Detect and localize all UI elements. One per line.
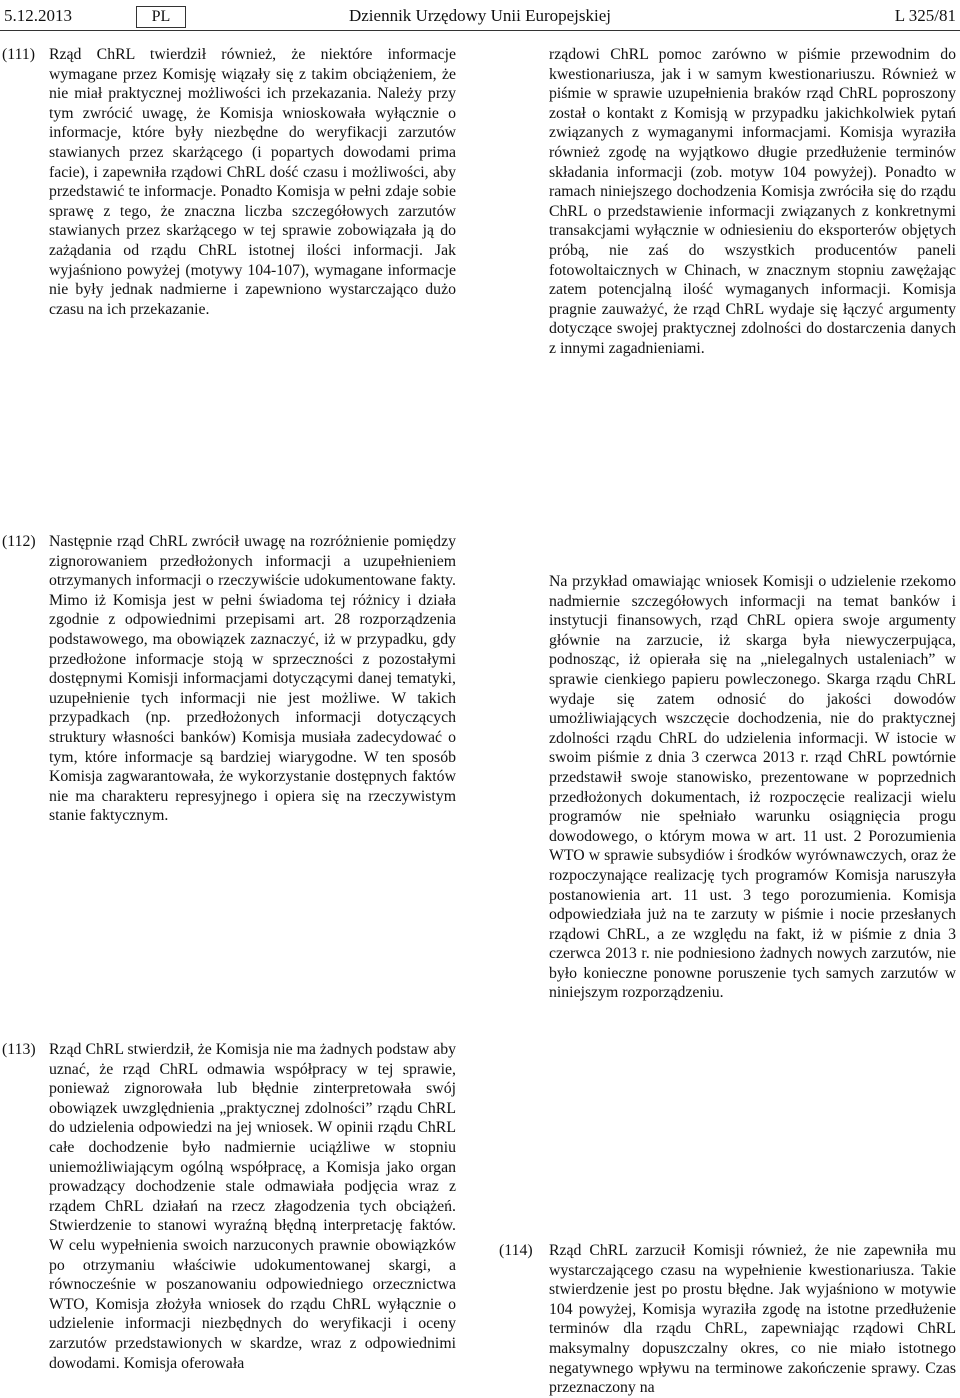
recital-number-114: (114) (499, 1242, 533, 1259)
header-rule (0, 30, 960, 31)
recital-112-continuation-paragraph: Na przykład omawiając wniosek Komisji o udzielenie rzekomo nadmiernie szczegółowych informacji na temat banków i instytucji finansowych, rząd ChRL opiera swoje argumenty głównie na zarzucie, iż skarga była niewyczerpująca, podnosząc, iż opierała się na „nielegalnych ustaleniach” w sprawie cienkiego papieru powleczonego. Skarga rządu ChRL wydaje się zatem odnosić do jakości dowodów umożliwiających wszczęcie dochodzenia, nie do praktycznej zdolności rządu ChRL do udzielenia informacji. W istocie w swoim piśmie z dnia 3 czerwca 2013 r. rząd ChRL powtórnie przedstawił swoje stanowisko, prezentowane w poprzednich przedłożonych dokumentach, iż rozpoczęcie realizacji wielu programów nie spełniało warunku osiągnięcia progu dowodowego, o którym mowa w art. 11 ust. 2 Porozumienia WTO w sprawie subsydiów i środków wyrównawczych, oraz że rozpoczynające realizację tych programów Komisja naruszyła postanowienia art. 11 ust. 3 tego porozumienia. Komisja odpowiedziała już na te zarzuty w piśmie i nocie przesłanych rządowi ChRL, a ze względu na fakt, iż w piśmie z dnia 3 czerwca 2013 r. nie podniesiono żadnych nowych zarzutów, nie było konieczne ponowne poruszenie tych samych zarzutów w niniejszym rozporządzeniu. (549, 573, 956, 1002)
recital-112-paragraph: Następnie rząd ChRL zwrócił uwagę na rozróżnienie pomiędzy zignorowaniem przedłożonych informacji a uzupełnieniem otrzymanych informacji o rzeczywiście udokumentowane fakty. Mimo iż Komisja jest w pełni świadoma tej różnicy i działa zgodnie z odpowiednimi przepisami art. 28 rozporządzenia podstawowego, ma obowiązek zaznaczyć, iż w przypadku, gdy przedłożone informacje stoją w sprzeczności z pozostałymi dostępnymi Komisji informacjami dotyczącymi danej tematyki, uzupełnienie tych informacji nie jest możliwe. W takich przypadkach (np. przedłożonych informacji dotyczących struktury własności banków) Komisja musiała zadecydować o tym, które informacje są bardziej wiarygodne. W ten sposób Komisja zagwarantowała, że wykorzystanie dostępnych faktów nie ma charakteru represyjnego i opiera się na rzeczywistym stanie faktycznym. (49, 533, 456, 825)
recital-113-text (49, 1040, 456, 1373)
recital-111-paragraph: Rząd ChRL twierdził również, że niektóre informacje wymagane przez Komisję wiązały się z takim obciążeniem, że nie miał praktycznej możliwości ich przekazania. Należy przy tym zwrócić uwagę, że Komisja wnioskowała wyłącznie o informacje, które były niezbędne do weryfikacji zarzutów stawianych przez skarżącego (i popartych dowodami prima facie), i zapewniła rządowi ChRL dość czasu i możliwości, aby przedstawić te informacje. Ponadto Komisja w pełni zdaje sobie sprawę z tego, że znaczna liczba szczegółowych zarzutów stawianych przez skarżącego w tej sprawie zobowiązała ją do zażądania od rządu ChRL istotnej ilości informacji. Jak wyjaśniono powyżej (motywy 104-107), wymagane informacje nie były jednak nadmierne i zapewniono wystarczająco dużo czasu na ich przekazanie. (49, 46, 456, 318)
recital-112-text (49, 532, 456, 826)
recital-number-111: (111) (2, 46, 36, 63)
recital-number-112: (112) (2, 533, 36, 550)
recital-number-113: (113) (2, 1041, 36, 1058)
publication-date: 5.12.2013 (4, 6, 72, 25)
recital-111-continuation-paragraph: rządowi ChRL pomoc zarówno w piśmie przewodnim do kwestionariusza, jak i w samym kwestionariuszu. Również w piśmie w sprawie uzupełnienia braków rząd ChRL poproszony został o kontakt z Komisją w przypadku jakichkolwiek pytań związanych z wymaganymi informacjami. Komisja wyraziła również zgodę na wyjątkowo długie przedłużenie terminów składania informacji (zob. motyw 104 powyżej). Ponadto w ramach niniejszego dochodzenia Komisja zwróciła się do rządu ChRL o przedstawienie informacji związanych z konkretnymi transakcjami wyłącznie w odniesieniu do eksporterów objętych próbą, nie zaś do wszystkich producentów paneli fotowoltaicznych w Chinach, w znacznym stopniu zawężając zatem potencjalną ilość wymaganych informacji. Komisja pragnie zauważyć, że rząd ChRL wydaje się łączyć argumenty dotyczące swojej praktycznej zdolności do dostarczenia danych z innymi zagadnieniami. (549, 46, 956, 357)
recital-113-paragraph: Rząd ChRL stwierdził, że Komisja nie ma żadnych podstaw aby uznać, że rząd ChRL odmawia współpracy w tej sprawie, ponieważ zignorowała lub błędnie zinterpretowała swój obowiązek uwzględnienia „praktycznej zdolności” rządu ChRL do udzielenia odpowiedzi na jej wniosek. W opinii rządu ChRL całe dochodzenie było nadmiernie uciążliwe w stopniu uniemożliwiającym ogólną współpracę, a Komisja jako organ prowadzący dochodzenie stale odmawiała podjęcia wraz z rządem ChRL działań na rzecz złagodzenia tych obciążeń. Stwierdzenie to stanowi wyraźną błędną interpretację faktów. W celu wypełnienia swoich narzuconych prawnie obowiązków po otrzymaniu właściwie udokumentowanej skargi, a równocześnie w poszanowaniu odpowiedniego orzecznictwa WTO, Komisja złożyła wniosek do rządu ChRL wyłącznie o udzielenie informacji niezbędnych do weryfikacji i oceny zarzutów przedstawionych w skardze, wraz z odpowiednimi dowodami. Komisja oferowała (49, 1041, 456, 1372)
page-reference: L 325/81 (894, 6, 956, 25)
recital-114-text (549, 1241, 956, 1398)
page-header (0, 6, 960, 30)
journal-title: Dziennik Urzędowy Unii Europejskiej (348, 6, 611, 25)
recital-114-paragraph: Rząd ChRL zarzucił Komisji również, że nie zapewniła mu wystarczającego czasu na wypełnienie kwestionariusza. Takie stwierdzenie jest po prostu błędne. Jak wyjaśniono w motywie 104 powyżej, Komisja wyraziła zgodę na istotne przedłużenie terminów dla rządu ChRL, zapewniając rządowi ChRL maksymalny dopuszczalny okres, co nie miało istotnego negatywnego wpływu na terminowe zakończenie sprawy. Czas przeznaczony na (549, 1242, 956, 1397)
recital-111-continuation (549, 45, 956, 359)
recital-111-text (49, 45, 456, 319)
language-badge: PL (136, 6, 186, 28)
recital-112-continuation (549, 572, 956, 1003)
